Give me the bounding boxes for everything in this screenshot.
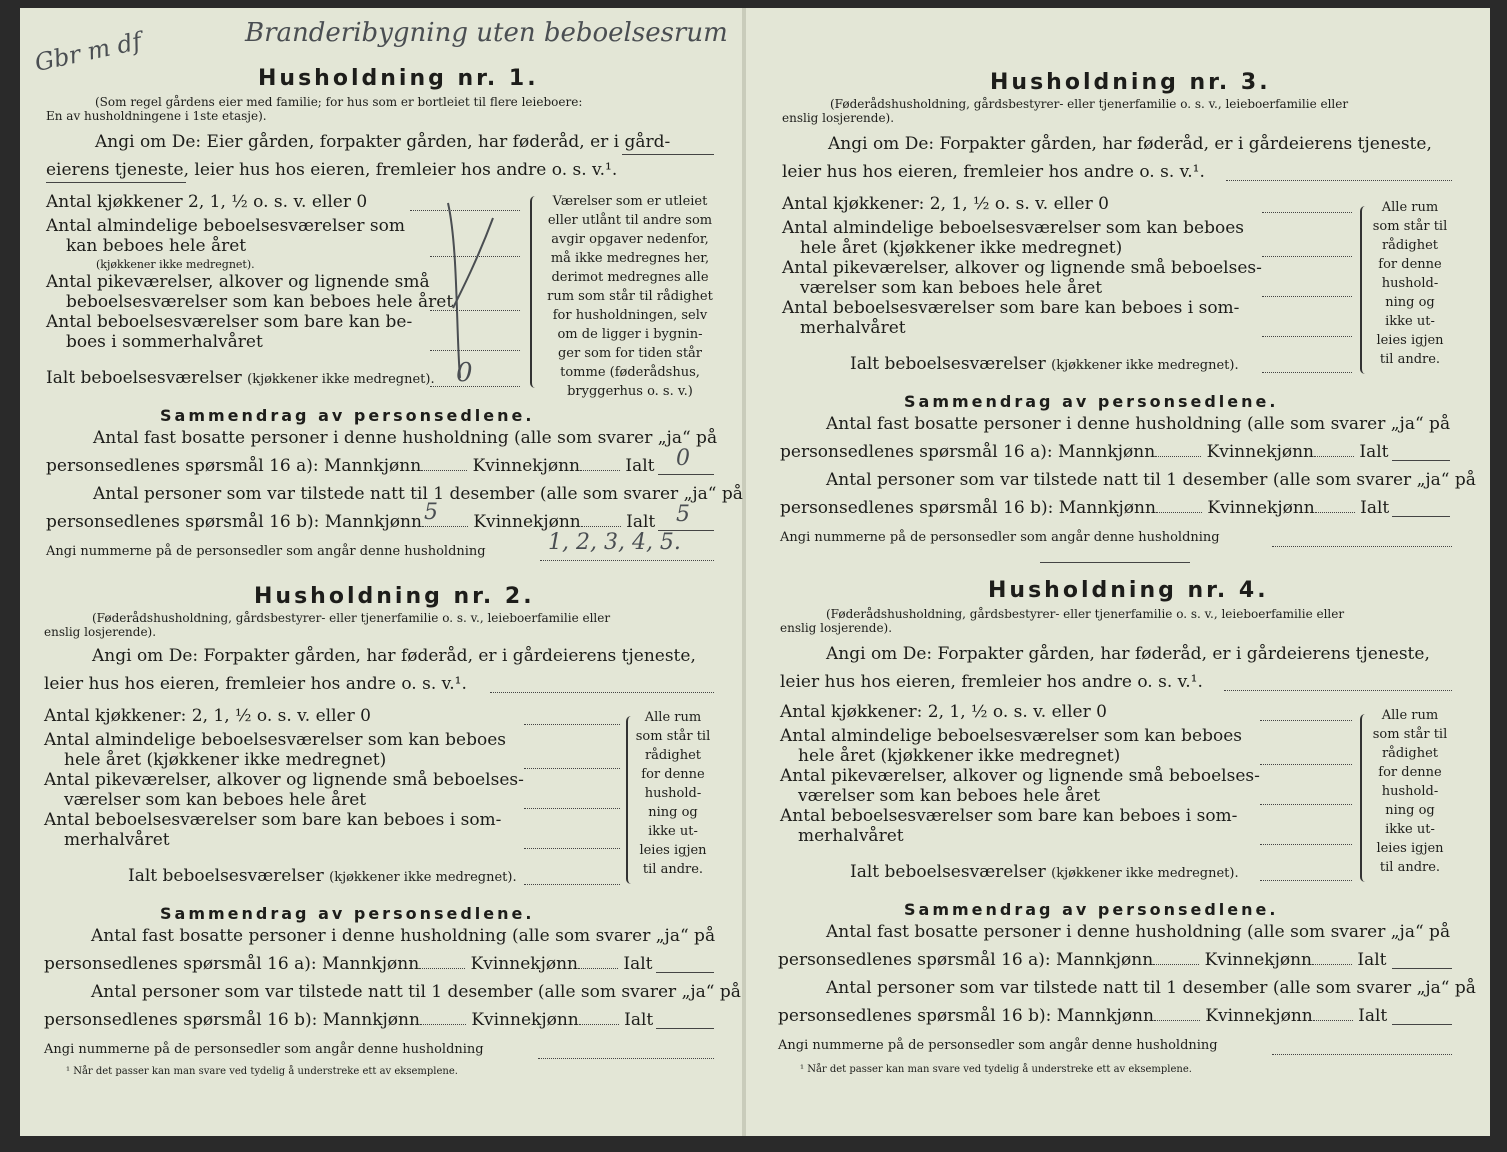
- h2-numbers-label: Angi nummerne på de personsedler som angår denne husholdning: [44, 1042, 484, 1057]
- h1-summer-rooms-label-a: Antal beboelsesværelser som bare kan be-: [46, 312, 413, 332]
- h2-note-line-1: (Føderådshusholdning, gårdsbestyrer- eller tjenerfamilie o. s. v., leieboerfamilie eller: [92, 611, 611, 625]
- h4-small-rooms-field[interactable]: [1260, 804, 1352, 805]
- h1-angi-line-2: eierens tjeneste, leier hus hos eieren, fremleier hos andre o. s. v.¹.: [46, 160, 618, 180]
- h1-info-box: Værelser som er utleiet eller utlånt til andre som avgir opgaver nedenfor, må ikke medregnes her, derimot medregnes alle rum som står til rådighet for husholdningen, selv om de ligger i bygnin- ger som for tiden står tomme (føderådshus, bryggerhus o. s. v.): [547, 194, 713, 399]
- h3-rooms-label-b: hele året (kjøkkener ikke medregnet): [800, 238, 1123, 258]
- h4-footnote: ¹ Når det passer kan man svare ved tydelig å understreke ett av eksemplene.: [800, 1064, 1192, 1075]
- h2-summary-title: Sammendrag av personsedlene.: [160, 904, 535, 923]
- h2-summary-16a: personsedlenes spørsmål 16 a): Mannkjønn Kvinnekjønn Ialt: [44, 954, 653, 974]
- h1-numbers-label: Angi nummerne på de personsedler som angår denne husholdning: [46, 544, 486, 559]
- h1-rooms-label-a: Antal almindelige beboelsesværelser som: [46, 216, 405, 236]
- h1-info-brace: [530, 196, 540, 388]
- h2-kitchens-field[interactable]: [524, 724, 620, 725]
- h4-summary-line-3: Antal personer som var tilstede natt til 1 desember (alle som svarer „ja“ på: [826, 978, 1476, 998]
- h1-summary-16a: personsedlenes spørsmål 16 a): Mannkjønn Kvinnekjønn Ialt: [46, 456, 655, 476]
- h3-summary-title: Sammendrag av personsedlene.: [904, 392, 1279, 411]
- h1-numbers-value: 1, 2, 3, 4, 5.: [548, 530, 681, 555]
- h1-angi-line-1: Angi om De: Eier gården, forpakter gården, har føderåd, er i gård-: [95, 132, 671, 152]
- household-4-title: Husholdning nr. 4.: [988, 578, 1269, 603]
- h4-numbers-field[interactable]: [1272, 1054, 1452, 1055]
- h3-summer-rooms-label-b: merhalvåret: [800, 318, 906, 338]
- h4-info-box: Alle rum som står til rådighet for denne hushold- ning og ikke ut- leies igjen til andre.: [1372, 708, 1448, 875]
- h3-kitchens-label: Antal kjøkkener: 2, 1, ½ o. s. v. eller 0: [782, 194, 1109, 214]
- h2-kitchens-label: Antal kjøkkener: 2, 1, ½ o. s. v. eller 0: [44, 706, 371, 726]
- h3-summer-rooms-label-a: Antal beboelsesværelser som bare kan beboes i som-: [782, 298, 1240, 318]
- h2-info-box: Alle rum som står til rådighet for denne hushold- ning og ikke ut- leies igjen til andre.: [635, 710, 711, 877]
- h3-angi-line-2: leier hus hos eieren, fremleier hos andre o. s. v.¹.: [782, 162, 1205, 182]
- h3-numbers-label: Angi nummerne på de personsedler som angår denne husholdning: [780, 530, 1220, 545]
- h2-footnote: ¹ Når det passer kan man svare ved tydelig å understreke ett av eksemplene.: [66, 1066, 458, 1077]
- h1-numbers-field[interactable]: [540, 560, 714, 561]
- h2-summer-rooms-label-b: merhalvåret: [64, 830, 170, 850]
- h1-16b-ialt-value: 5: [676, 502, 690, 527]
- h3-separator: [1040, 562, 1190, 563]
- h1-small-rooms-label-b: beboelsesværelser som kan beboes hele året: [66, 292, 454, 312]
- h1-cross-out-mark: [438, 188, 518, 388]
- h3-numbers-field[interactable]: [1272, 546, 1452, 547]
- h3-angi-line-1: Angi om De: Forpakter gården, har føderåd, er i gårdeierens tjeneste,: [828, 134, 1432, 154]
- h1-note-line-2: En av husholdningene i 1ste etasje).: [46, 109, 267, 123]
- h2-angi-line-2: leier hus hos eieren, fremleier hos andre o. s. v.¹.: [44, 674, 467, 694]
- h2-16b-ialt-field[interactable]: [656, 1028, 714, 1029]
- h3-rooms-field[interactable]: [1262, 256, 1352, 257]
- h4-note-line-2: enslig losjerende).: [780, 621, 893, 635]
- h1-summary-line-3: Antal personer som var tilstede natt til 1 desember (alle som svarer „ja“ på: [93, 484, 743, 504]
- h3-rooms-label-a: Antal almindelige beboelsesværelser som kan beboes: [782, 218, 1244, 238]
- h4-total-label: Ialt beboelsesværelser (kjøkkener ikke medregnet).: [850, 862, 1239, 882]
- h2-angi-field[interactable]: [490, 692, 714, 693]
- h2-rooms-label-a: Antal almindelige beboelsesværelser som kan beboes: [44, 730, 506, 750]
- h4-small-rooms-label-a: Antal pikeværelser, alkover og lignende små beboelses-: [780, 766, 1260, 786]
- h2-summary-line-1: Antal fast bosatte personer i denne husholdning (alle som svarer „ja“ på: [91, 926, 716, 946]
- h1-16b-mann-value: 5: [424, 500, 438, 525]
- h1-underline-eierens-tjeneste: [46, 182, 186, 183]
- h4-kitchens-field[interactable]: [1260, 720, 1352, 721]
- h4-total-field[interactable]: [1260, 880, 1352, 881]
- h2-total-label: Ialt beboelsesværelser (kjøkkener ikke medregnet).: [128, 866, 517, 886]
- h4-rooms-field[interactable]: [1260, 764, 1352, 765]
- h2-summer-rooms-label-a: Antal beboelsesværelser som bare kan beboes i som-: [44, 810, 502, 830]
- h1-kitchens-label: Antal kjøkkener 2, 1, ½ o. s. v. eller 0: [46, 192, 368, 212]
- handwritten-corner-note: Gbr m df: [32, 27, 145, 77]
- h3-angi-field[interactable]: [1226, 180, 1452, 181]
- h4-summer-rooms-field[interactable]: [1260, 844, 1352, 845]
- h3-note-line-1: (Føderådshusholdning, gårdsbestyrer- eller tjenerfamilie o. s. v., leieboerfamilie eller: [830, 97, 1349, 111]
- household-1-title: Husholdning nr. 1.: [258, 66, 539, 91]
- h4-summary-16b: personsedlenes spørsmål 16 b): Mannkjønn Kvinnekjønn Ialt: [778, 1006, 1388, 1026]
- h4-small-rooms-label-b: værelser som kan beboes hele året: [798, 786, 1101, 806]
- h3-info-box: Alle rum som står til rådighet for denne hushold- ning og ikke ut- leies igjen til andre.: [1372, 200, 1448, 367]
- h4-angi-field[interactable]: [1224, 690, 1452, 691]
- h1-summary-line-1: Antal fast bosatte personer i denne husholdning (alle som svarer „ja“ på: [93, 428, 718, 448]
- h1-summary-title: Sammendrag av personsedlene.: [160, 406, 535, 425]
- household-3-title: Husholdning nr. 3.: [990, 70, 1271, 95]
- h3-16b-ialt-field[interactable]: [1392, 516, 1450, 517]
- h3-small-rooms-label-a: Antal pikeværelser, alkover og lignende små beboelses-: [782, 258, 1262, 278]
- h1-note-line-1: (Som regel gårdens eier med familie; for hus som er bortleiet til flere leieboere:: [95, 95, 583, 109]
- h3-16a-ialt-field[interactable]: [1392, 460, 1450, 461]
- h4-summary-line-1: Antal fast bosatte personer i denne husholdning (alle som svarer „ja“ på: [826, 922, 1451, 942]
- h2-summary-line-3: Antal personer som var tilstede natt til 1 desember (alle som svarer „ja“ på: [91, 982, 741, 1002]
- h1-underline-er-i-gard: [622, 154, 714, 155]
- h1-rooms-note: (kjøkkener ikke medregnet).: [96, 258, 255, 271]
- h4-16a-ialt-field[interactable]: [1392, 968, 1452, 969]
- h3-summary-line-3: Antal personer som var tilstede natt til 1 desember (alle som svarer „ja“ på: [826, 470, 1476, 490]
- h2-rooms-field[interactable]: [524, 768, 620, 769]
- h4-summary-title: Sammendrag av personsedlene.: [904, 900, 1279, 919]
- h4-angi-line-1: Angi om De: Forpakter gården, har føderåd, er i gårdeierens tjeneste,: [826, 644, 1430, 664]
- h3-summer-rooms-field[interactable]: [1262, 336, 1352, 337]
- h1-total-label: Ialt beboelsesværelser (kjøkkener ikke medregnet).: [46, 368, 435, 388]
- h2-small-rooms-label-b: værelser som kan beboes hele året: [64, 790, 367, 810]
- h1-small-rooms-label-a: Antal pikeværelser, alkover og lignende små: [46, 272, 430, 292]
- h2-16a-ialt-field[interactable]: [656, 972, 714, 973]
- h2-summary-16b: personsedlenes spørsmål 16 b): Mannkjønn Kvinnekjønn Ialt: [44, 1010, 654, 1030]
- h2-total-field[interactable]: [524, 884, 620, 885]
- h4-note-line-1: (Føderådshusholdning, gårdsbestyrer- eller tjenerfamilie o. s. v., leieboerfamilie eller: [826, 607, 1345, 621]
- h3-summary-line-1: Antal fast bosatte personer i denne husholdning (alle som svarer „ja“ på: [826, 414, 1451, 434]
- h3-kitchens-field[interactable]: [1262, 212, 1352, 213]
- h3-note-line-2: enslig losjerende).: [782, 111, 895, 125]
- household-2-title: Husholdning nr. 2.: [254, 584, 535, 609]
- h1-total-value: 0: [456, 358, 473, 388]
- h4-rooms-label-b: hele året (kjøkkener ikke medregnet): [798, 746, 1121, 766]
- h4-rooms-label-a: Antal almindelige beboelsesværelser som kan beboes: [780, 726, 1242, 746]
- h2-angi-line-1: Angi om De: Forpakter gården, har føderåd, er i gårdeierens tjeneste,: [92, 646, 696, 666]
- h3-total-label: Ialt beboelsesværelser (kjøkkener ikke medregnet).: [850, 354, 1239, 374]
- handwritten-top-note: Branderibygning uten beboelsesrum: [245, 18, 728, 48]
- h1-16a-ialt-field[interactable]: [658, 474, 714, 475]
- h3-small-rooms-field[interactable]: [1262, 296, 1352, 297]
- h2-rooms-label-b: hele året (kjøkkener ikke medregnet): [64, 750, 387, 770]
- h4-16b-ialt-field[interactable]: [1392, 1024, 1452, 1025]
- h1-rooms-label-b: kan beboes hele året: [66, 236, 247, 256]
- h2-numbers-field[interactable]: [538, 1058, 714, 1059]
- h1-summary-16b: personsedlenes spørsmål 16 b): Mannkjønn Kvinnekjønn Ialt: [46, 512, 656, 532]
- h2-note-line-2: enslig losjerende).: [44, 625, 157, 639]
- h3-summary-16b: personsedlenes spørsmål 16 b): Mannkjønn Kvinnekjønn Ialt: [780, 498, 1390, 518]
- h4-numbers-label: Angi nummerne på de personsedler som angår denne husholdning: [778, 1038, 1218, 1053]
- h4-angi-line-2: leier hus hos eieren, fremleier hos andre o. s. v.¹.: [780, 672, 1203, 692]
- h2-small-rooms-field[interactable]: [524, 808, 620, 809]
- h3-small-rooms-label-b: værelser som kan beboes hele året: [800, 278, 1103, 298]
- h1-summer-rooms-label-b: boes i sommerhalvåret: [66, 332, 263, 352]
- h2-summer-rooms-field[interactable]: [524, 848, 620, 849]
- h4-summer-rooms-label-b: merhalvåret: [798, 826, 904, 846]
- page-fold: [742, 8, 746, 1136]
- h2-small-rooms-label-a: Antal pikeværelser, alkover og lignende små beboelses-: [44, 770, 524, 790]
- h4-summary-16a: personsedlenes spørsmål 16 a): Mannkjønn Kvinnekjønn Ialt: [778, 950, 1387, 970]
- h1-16a-ialt-value: 0: [676, 446, 690, 471]
- h4-summer-rooms-label-a: Antal beboelsesværelser som bare kan beboes i som-: [780, 806, 1238, 826]
- h4-kitchens-label: Antal kjøkkener: 2, 1, ½ o. s. v. eller 0: [780, 702, 1107, 722]
- h3-total-field[interactable]: [1262, 372, 1352, 373]
- h3-summary-16a: personsedlenes spørsmål 16 a): Mannkjønn Kvinnekjønn Ialt: [780, 442, 1389, 462]
